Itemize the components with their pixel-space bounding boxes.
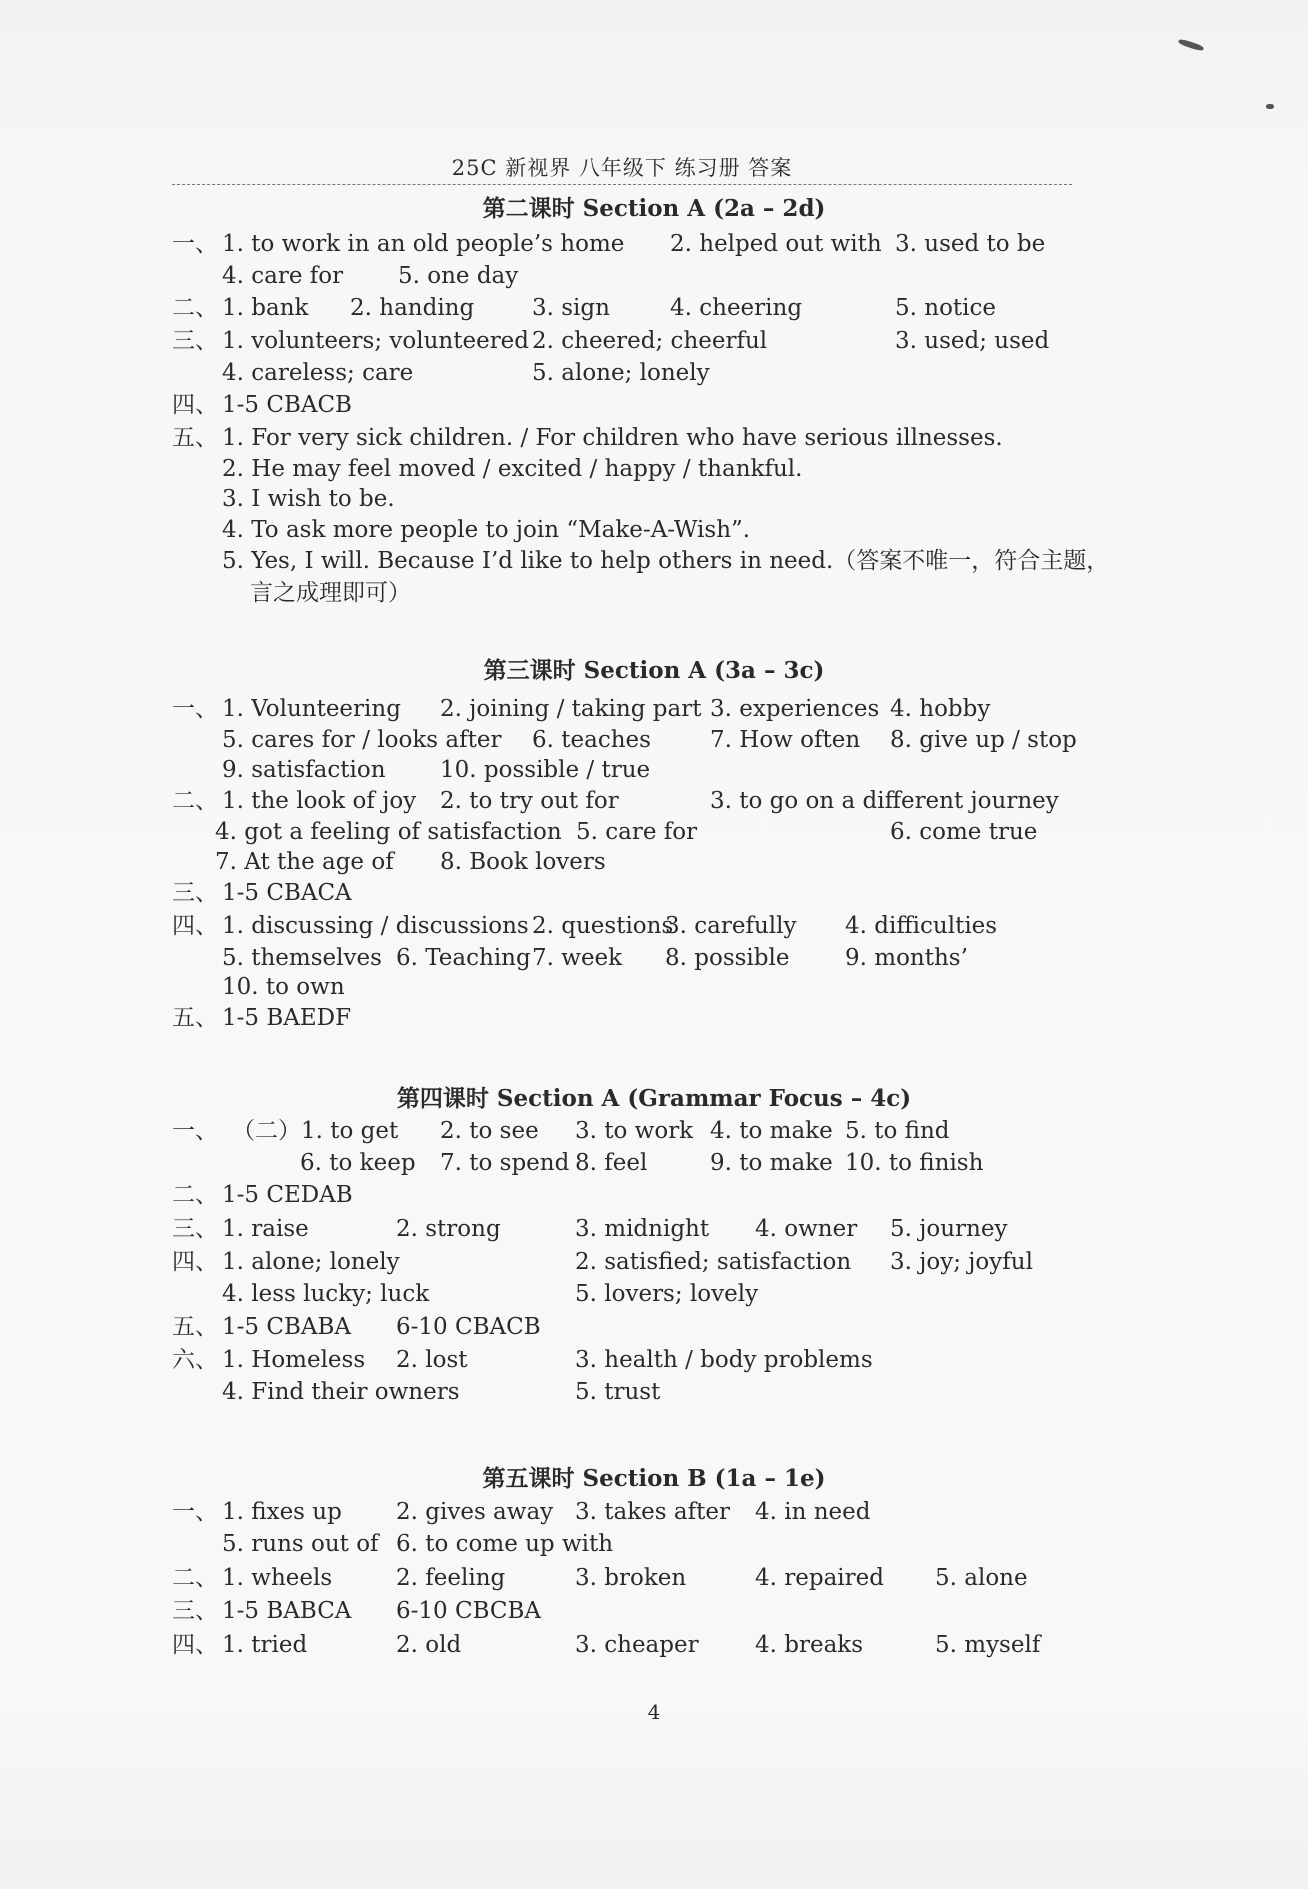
section-title: 第五课时 Section B (1a – 1e) [482, 1465, 826, 1492]
answer: 5. runs out of [222, 1531, 379, 1557]
answer-row [0, 1563, 1308, 1593]
answer: 2. old [396, 1632, 462, 1658]
answer: 1. Homeless [222, 1347, 366, 1373]
answer-row [0, 817, 1308, 847]
answer: 5. Yes, I will. Because I’d like to help others in need.（答案不唯一，符合主题， [222, 548, 1110, 574]
answer-row [0, 1214, 1308, 1244]
answer: 2. lost [396, 1347, 468, 1373]
question-label: 四、 [172, 1249, 218, 1275]
answer-row [0, 578, 1308, 608]
answer-row [0, 1116, 1308, 1146]
question-label: 四、 [172, 1632, 218, 1658]
answer: 1-5 BAEDF [222, 1005, 352, 1031]
answer: 7. week [532, 945, 623, 971]
question-label: 二、 [172, 1565, 218, 1591]
answer: 6-10 CBCBA [396, 1598, 542, 1624]
answer: 5. themselves [222, 945, 382, 971]
answer: 1-5 CEDAB [222, 1182, 353, 1208]
answer-row [0, 847, 1308, 877]
answer: 3. broken [575, 1565, 687, 1591]
answer: 4. care for [222, 263, 344, 289]
answer-row [0, 1529, 1308, 1559]
answer-row [0, 1247, 1308, 1277]
answer-row [0, 423, 1308, 453]
answer-row [0, 943, 1308, 973]
answer-row [0, 326, 1308, 356]
question-label: 三、 [172, 1216, 218, 1242]
answer-row [0, 786, 1308, 816]
answer: 2. satisfied; satisfaction [575, 1249, 852, 1275]
answer-row [0, 725, 1308, 755]
answer-row [0, 694, 1308, 724]
answer: 10. to own [222, 974, 345, 1000]
answer: 10. possible / true [440, 757, 651, 783]
section-title: 第二课时 Section A (2a – 2d) [482, 195, 826, 222]
question-label: 四、 [172, 913, 218, 939]
answer: 4. breaks [755, 1632, 864, 1658]
question-label: 二、 [172, 1182, 218, 1208]
answer: 1-5 CBACA [222, 880, 352, 906]
answer-row [0, 1003, 1308, 1033]
answer: 4. Find their owners [222, 1379, 460, 1405]
answer: 1. tried [222, 1632, 308, 1658]
answer-row [0, 390, 1308, 420]
answer: 2. cheered; cheerful [532, 328, 768, 354]
answer: 3. cheaper [575, 1632, 699, 1658]
answer: 6-10 CBACB [396, 1314, 541, 1340]
answer: 3. I wish to be. [222, 486, 395, 512]
answer: 6. teaches [532, 727, 651, 753]
answer-row [0, 878, 1308, 908]
scan-mark [1266, 104, 1274, 109]
answer: 3. takes after [575, 1499, 730, 1525]
answer: 5. alone [935, 1565, 1028, 1591]
question-label: 一、 [172, 231, 218, 257]
answer: 4. less lucky; luck [222, 1281, 430, 1307]
answer: 8. give up / stop [890, 727, 1077, 753]
answer: 5. notice [895, 295, 997, 321]
answer: 5. cares for / looks after [222, 727, 502, 753]
question-label: 二、 [172, 295, 218, 321]
answer: 1. volunteers; volunteered [222, 328, 530, 354]
answer: 5. journey [890, 1216, 1008, 1242]
answer: 1. raise [222, 1216, 309, 1242]
answer: 2. He may feel moved / excited / happy / thankful. [222, 456, 803, 482]
answer: 1-5 CBABA [222, 1314, 351, 1340]
answer: 4. repaired [755, 1565, 884, 1591]
scan-mark [1178, 38, 1205, 52]
answer: 9. to make [710, 1150, 833, 1176]
answer: 3. to work [575, 1118, 694, 1144]
answer-row [0, 484, 1308, 514]
question-label: 五、 [172, 425, 218, 451]
answer: 5. alone; lonely [532, 360, 710, 386]
question-label: 三、 [172, 328, 218, 354]
answer: （二）1. to get [232, 1118, 399, 1144]
answer: 3. health / body problems [575, 1347, 873, 1373]
answer: 1. the look of joy [222, 788, 417, 814]
answer: 4. To ask more people to join “Make-A-Wish”. [222, 517, 751, 543]
question-label: 三、 [172, 1598, 218, 1624]
answer: 3. sign [532, 295, 610, 321]
answer: 8. feel [575, 1150, 648, 1176]
answer: 4. hobby [890, 696, 991, 722]
question-label: 一、 [172, 1499, 218, 1525]
answer: 7. How often [710, 727, 861, 753]
answer: 3. to go on a different journey [710, 788, 1059, 814]
answer: 4. careless; care [222, 360, 414, 386]
question-label: 五、 [172, 1314, 218, 1340]
answer: 5. trust [575, 1379, 661, 1405]
answer-row [0, 546, 1308, 576]
answer: 5. to find [845, 1118, 950, 1144]
answer: 3. experiences [710, 696, 880, 722]
answer: 5. myself [935, 1632, 1041, 1658]
header-rule [172, 184, 1072, 185]
answer-row [0, 261, 1308, 291]
answer: 2. handing [350, 295, 475, 321]
answer: 2. feeling [396, 1565, 506, 1591]
answer: 1. fixes up [222, 1499, 342, 1525]
answer-row [0, 1148, 1308, 1178]
answer-row [0, 1497, 1308, 1527]
answer: 3. used to be [895, 231, 1046, 257]
question-label: 三、 [172, 880, 218, 906]
question-label: 五、 [172, 1005, 218, 1031]
answer-row [0, 1312, 1308, 1342]
answer: 2. joining / taking part [440, 696, 702, 722]
answer: 4. to make [710, 1118, 833, 1144]
answer: 3. used; used [895, 328, 1050, 354]
answer-row [0, 229, 1308, 259]
answer: 1. discussing / discussions [222, 913, 529, 939]
answer-row [0, 911, 1308, 941]
answer-row [0, 293, 1308, 323]
answer: 1. Volunteering [222, 696, 401, 722]
answer: 6. to keep [300, 1150, 416, 1176]
answer: 5. care for [576, 819, 698, 845]
answer-row [0, 1630, 1308, 1660]
answer: 2. questions [532, 913, 674, 939]
answer: 1. to work in an old people’s home [222, 231, 625, 257]
answer-row [0, 755, 1308, 785]
section-title: 第三课时 Section A (3a – 3c) [483, 657, 825, 684]
answer-row [0, 515, 1308, 545]
answer: 6. to come up with [396, 1531, 614, 1557]
answer-row [0, 454, 1308, 484]
question-label: 二、 [172, 788, 218, 814]
answer: 1-5 BABCA [222, 1598, 352, 1624]
answer: 言之成理即可） [250, 580, 411, 606]
answer: 6. Teaching [396, 945, 531, 971]
answer: 9. months’ [845, 945, 968, 971]
answer: 9. satisfaction [222, 757, 386, 783]
answer-row [0, 972, 1308, 1002]
page-header: 25C 新视界 八年级下 练习册 答案 [451, 156, 793, 180]
answer: 7. At the age of [215, 849, 394, 875]
answer: 3. carefully [665, 913, 797, 939]
answer: 3. midnight [575, 1216, 710, 1242]
answer: 1-5 CBACB [222, 392, 352, 418]
answer: 2. gives away [396, 1499, 554, 1525]
answer-row [0, 1596, 1308, 1626]
answer: 1. bank [222, 295, 309, 321]
answer: 7. to spend [440, 1150, 570, 1176]
answer-row [0, 1180, 1308, 1210]
answer: 2. to see [440, 1118, 539, 1144]
question-label: 六、 [172, 1347, 218, 1373]
answer: 5. one day [398, 263, 519, 289]
answer: 4. difficulties [845, 913, 998, 939]
question-label: 一、 [172, 1118, 218, 1144]
answer-row [0, 1377, 1308, 1407]
answer: 4. in need [755, 1499, 871, 1525]
answer-row [0, 1279, 1308, 1309]
answer: 4. owner [755, 1216, 858, 1242]
answer: 8. possible [665, 945, 790, 971]
answer: 6. come true [890, 819, 1038, 845]
question-label: 四、 [172, 392, 218, 418]
answer: 10. to finish [845, 1150, 984, 1176]
answer: 8. Book lovers [440, 849, 606, 875]
question-label: 一、 [172, 696, 218, 722]
answer: 2. to try out for [440, 788, 619, 814]
answer: 1. For very sick children. / For children who have serious illnesses. [222, 425, 1003, 451]
answer: 1. wheels [222, 1565, 333, 1591]
answer-row [0, 358, 1308, 388]
answer: 2. strong [396, 1216, 501, 1242]
answer: 4. cheering [670, 295, 803, 321]
answer: 1. alone; lonely [222, 1249, 400, 1275]
answer: 5. lovers; lovely [575, 1281, 759, 1307]
answer: 2. helped out with [670, 231, 882, 257]
page-number: 4 [647, 1700, 661, 1724]
answer: 3. joy; joyful [890, 1249, 1033, 1275]
answer: 4. got a feeling of satisfaction [215, 819, 562, 845]
answer-row [0, 1345, 1308, 1375]
section-title: 第四课时 Section A (Grammar Focus – 4c) [396, 1085, 912, 1112]
